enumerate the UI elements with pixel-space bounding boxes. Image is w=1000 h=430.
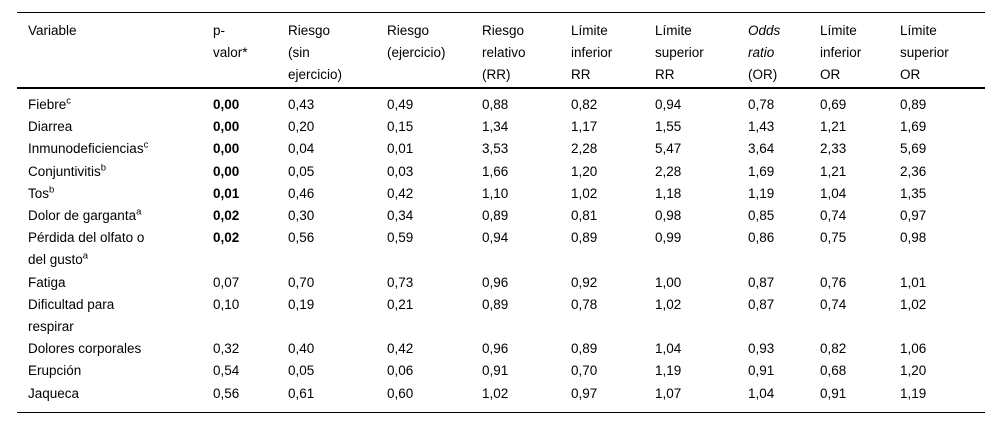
column-header-riesgo-ejercicio xyxy=(376,13,471,89)
value-cell: 0,99 xyxy=(655,230,682,246)
value-cell: 0,96 xyxy=(482,341,509,357)
value-cell: 0,93 xyxy=(748,341,775,357)
variable-cell xyxy=(17,338,202,360)
column-header-line: Límite xyxy=(571,23,608,38)
value-cell: 5,47 xyxy=(655,141,682,157)
value-cell: 1,02 xyxy=(571,185,598,201)
column-header-line: (OR) xyxy=(748,67,778,82)
value-cell: 2,28 xyxy=(571,141,598,157)
value-cell: 0,98 xyxy=(900,230,927,246)
value-cell: 0,43 xyxy=(288,97,315,112)
value-cell: 0,82 xyxy=(571,97,598,112)
value-cell: 0,74 xyxy=(820,296,847,312)
value-cell: 3,64 xyxy=(748,141,775,157)
value-cell: 1,69 xyxy=(748,163,775,179)
column-header-line: Odds xyxy=(748,23,781,38)
column-header-limite-superior-or xyxy=(889,13,985,89)
table-row xyxy=(17,338,985,360)
column-header-line: OR xyxy=(900,67,921,82)
variable-cell xyxy=(17,205,202,227)
value-cell: 0,05 xyxy=(288,163,315,179)
value-cell: 1,01 xyxy=(900,274,927,290)
p-value-cell: 0,00 xyxy=(213,119,240,135)
column-header-line: RR xyxy=(571,67,591,82)
value-cell: 0,59 xyxy=(387,230,414,246)
value-cell: 0,94 xyxy=(655,97,682,112)
column-header-riesgo-sin-ejercicio xyxy=(277,13,376,89)
value-cell: 0,88 xyxy=(482,97,509,112)
p-value-cell: 0,54 xyxy=(213,363,240,379)
value-cell: 0,01 xyxy=(387,141,414,157)
value-cell: 0,56 xyxy=(288,230,315,246)
value-cell: 0,97 xyxy=(571,385,598,401)
value-cell: 0,21 xyxy=(387,296,414,312)
value-cell: 0,74 xyxy=(820,208,847,224)
value-cell: 1,19 xyxy=(900,385,927,401)
value-cell: 0,78 xyxy=(571,296,598,312)
value-cell: 1,02 xyxy=(900,296,927,312)
p-value-cell: 0,00 xyxy=(213,163,240,179)
value-cell: 5,69 xyxy=(900,141,927,157)
results-table xyxy=(17,12,985,413)
column-header-line: superior xyxy=(655,45,704,60)
value-cell: 0,98 xyxy=(655,208,682,224)
value-cell: 0,42 xyxy=(387,341,414,357)
value-cell: 0,46 xyxy=(288,185,315,201)
p-value-cell: 0,02 xyxy=(213,208,240,224)
variable-label: Tos$^b$ xyxy=(28,184,55,201)
variable-label: Dificultad para xyxy=(28,296,115,312)
value-cell: 3,53 xyxy=(482,141,509,157)
value-cell: 0,20 xyxy=(288,119,315,135)
value-cell: 1,19 xyxy=(655,363,682,379)
value-cell: 0,87 xyxy=(748,274,775,290)
variable-cell xyxy=(17,138,202,160)
value-cell: 1,34 xyxy=(482,119,509,135)
variable-label: Fiebre$^c$ xyxy=(28,95,72,112)
value-cell: 1,17 xyxy=(571,119,598,135)
column-header-line: (ejercicio) xyxy=(387,45,446,60)
table-row xyxy=(17,183,985,205)
p-value-cell: 0,00 xyxy=(213,141,240,157)
value-cell: 0,40 xyxy=(288,341,315,357)
value-cell: 0,97 xyxy=(900,208,927,224)
value-cell: 0,86 xyxy=(748,230,775,246)
p-value-cell: 0,02 xyxy=(213,230,240,246)
table-header xyxy=(17,13,985,89)
variable-label: Fatiga xyxy=(28,274,66,290)
column-header-line: inferior xyxy=(571,45,613,60)
table-row xyxy=(17,294,985,338)
column-header-line: Riesgo xyxy=(288,23,331,38)
column-header-line: (sin xyxy=(288,45,310,60)
value-cell: 0,06 xyxy=(387,363,414,379)
variable-cell xyxy=(17,360,202,382)
variable-cell xyxy=(17,294,202,338)
value-cell: 1,07 xyxy=(655,385,682,401)
value-cell: 0,19 xyxy=(288,296,315,312)
column-header-line: Riesgo xyxy=(387,23,430,38)
value-cell: 0,89 xyxy=(482,208,509,224)
table-row xyxy=(17,138,985,160)
value-cell: 0,91 xyxy=(820,385,847,401)
column-header-odds-ratio-or xyxy=(737,13,809,89)
footnote-marker: a xyxy=(82,250,89,262)
column-header-p-valor xyxy=(202,13,277,89)
column-header-line: ejercicio) xyxy=(288,67,343,82)
value-cell: 0,75 xyxy=(820,230,847,246)
value-cell: 0,70 xyxy=(571,363,598,379)
column-header-line: Límite xyxy=(655,23,692,38)
table-row xyxy=(17,116,985,138)
table-row xyxy=(17,360,985,382)
value-cell: 0,82 xyxy=(820,341,847,357)
value-cell: 0,04 xyxy=(288,141,315,157)
statistics-table-container xyxy=(17,12,985,413)
table-row xyxy=(17,161,985,183)
value-cell: 0,30 xyxy=(288,208,315,224)
column-header-line: OR xyxy=(820,67,841,82)
value-cell: 0,89 xyxy=(571,341,598,357)
footnote-marker: a xyxy=(136,206,142,218)
variable-cell xyxy=(17,272,202,294)
value-cell: 1,66 xyxy=(482,163,509,179)
table-row xyxy=(17,227,985,271)
variable-cell xyxy=(17,116,202,138)
value-cell: 0,76 xyxy=(820,274,847,290)
value-cell: 1,00 xyxy=(655,274,682,290)
table-row xyxy=(17,272,985,294)
variable-cell xyxy=(17,88,202,116)
column-header-line: relativo xyxy=(482,45,526,60)
value-cell: 0,89 xyxy=(482,296,509,312)
variable-label: Dolores corporales xyxy=(28,341,142,357)
column-header-line: ratio xyxy=(748,45,775,60)
value-cell: 0,70 xyxy=(288,274,315,290)
value-cell: 0,96 xyxy=(482,274,509,290)
value-cell: 0,42 xyxy=(387,185,414,201)
table-row xyxy=(17,205,985,227)
variable-label: del gusto$^a$ xyxy=(28,250,89,268)
value-cell: 0,68 xyxy=(820,363,847,379)
column-header-line: Límite xyxy=(900,23,937,38)
p-value-cell: 0,10 xyxy=(213,296,240,312)
value-cell: 2,28 xyxy=(655,163,682,179)
value-cell: 1,06 xyxy=(900,341,927,357)
column-header-line: inferior xyxy=(820,45,862,60)
value-cell: 2,36 xyxy=(900,163,927,179)
value-cell: 0,91 xyxy=(482,363,509,379)
value-cell: 0,34 xyxy=(387,208,414,224)
value-cell: 1,55 xyxy=(655,119,682,135)
value-cell: 1,02 xyxy=(655,296,682,312)
value-cell: 0,81 xyxy=(571,208,598,224)
variable-cell xyxy=(17,383,202,413)
value-cell: 1,10 xyxy=(482,185,509,201)
column-header-line: Riesgo xyxy=(482,23,525,38)
value-cell: 0,60 xyxy=(387,385,414,401)
column-header-variable xyxy=(17,13,202,89)
footnote-marker: c xyxy=(66,95,72,107)
variable-label: Pérdida del olfato o xyxy=(28,230,145,246)
column-header-line: RR xyxy=(655,67,675,82)
value-cell: 1,21 xyxy=(820,119,847,135)
value-cell: 1,04 xyxy=(748,385,775,401)
value-cell: 1,20 xyxy=(900,363,927,379)
variable-label: Dolor de garganta$^a$ xyxy=(28,206,142,224)
value-cell: 1,21 xyxy=(820,163,847,179)
p-value-cell: 0,00 xyxy=(213,97,240,112)
value-cell: 0,89 xyxy=(900,97,927,112)
value-cell: 1,69 xyxy=(900,119,927,135)
column-header-riesgo-relativo-rr xyxy=(471,13,560,89)
column-header-limite-superior-rr xyxy=(644,13,737,89)
variable-label: Diarrea xyxy=(28,119,73,135)
value-cell: 1,04 xyxy=(820,185,847,201)
value-cell: 2,33 xyxy=(820,141,847,157)
table-row xyxy=(17,383,985,413)
value-cell: 0,89 xyxy=(571,230,598,246)
header-row xyxy=(17,13,985,89)
variable-label: Inmunodeficiencias$^c$ xyxy=(28,139,149,157)
variable-label: respirar xyxy=(28,319,74,335)
value-cell: 1,43 xyxy=(748,119,775,135)
p-value-cell: 0,07 xyxy=(213,274,240,290)
value-cell: 0,15 xyxy=(387,119,414,135)
variable-label: Conjuntivitis$^b$ xyxy=(28,162,107,179)
column-header-line: Límite xyxy=(820,23,857,38)
value-cell: 0,94 xyxy=(482,230,509,246)
value-cell: 0,85 xyxy=(748,208,775,224)
column-header-line: (RR) xyxy=(482,67,511,82)
variable-cell xyxy=(17,161,202,183)
value-cell: 0,61 xyxy=(288,385,315,401)
p-value-cell: 0,32 xyxy=(213,341,240,357)
column-header-line: Variable xyxy=(28,23,77,38)
value-cell: 0,92 xyxy=(571,274,598,290)
p-value-cell: 0,56 xyxy=(213,385,240,401)
footnote-marker: b xyxy=(49,184,55,196)
column-header-line: valor* xyxy=(213,45,248,60)
value-cell: 1,04 xyxy=(655,341,682,357)
footnote-marker: b xyxy=(100,162,107,174)
variable-label: Jaqueca xyxy=(28,385,80,401)
value-cell: 0,87 xyxy=(748,296,775,312)
variable-cell xyxy=(17,183,202,205)
variable-label: Erupción xyxy=(28,363,82,379)
column-header-limite-inferior-rr xyxy=(560,13,644,89)
value-cell: 0,03 xyxy=(387,163,414,179)
value-cell: 1,18 xyxy=(655,185,682,201)
value-cell: 1,20 xyxy=(571,163,598,179)
value-cell: 1,02 xyxy=(482,385,509,401)
column-header-line: superior xyxy=(900,45,949,60)
table-row xyxy=(17,88,985,116)
value-cell: 1,35 xyxy=(900,185,927,201)
variable-cell xyxy=(17,227,202,271)
value-cell: 1,19 xyxy=(748,185,775,201)
column-header-limite-inferior-or xyxy=(809,13,889,89)
footnote-marker: c xyxy=(143,139,149,151)
value-cell: 0,78 xyxy=(748,97,775,112)
value-cell: 0,49 xyxy=(387,97,414,112)
p-value-cell: 0,01 xyxy=(213,185,240,201)
column-header-line: p- xyxy=(213,23,226,38)
value-cell: 0,91 xyxy=(748,363,775,379)
value-cell: 0,69 xyxy=(820,97,847,112)
table-body xyxy=(17,88,985,412)
value-cell: 0,73 xyxy=(387,274,414,290)
value-cell: 0,05 xyxy=(288,363,315,379)
